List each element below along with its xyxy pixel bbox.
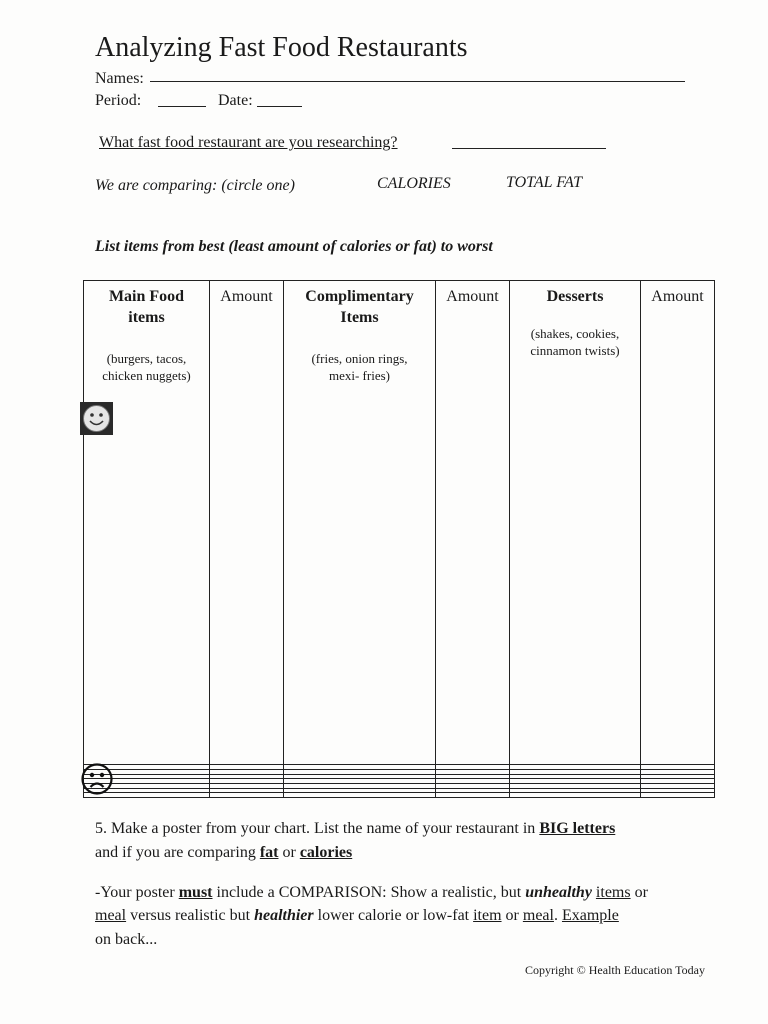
date-blank[interactable] <box>257 106 302 107</box>
period-blank[interactable] <box>158 106 206 107</box>
sad-face-icon <box>80 762 114 796</box>
header-desserts-sub: (shakes, cookies, <box>530 326 620 341</box>
header-complimentary-title: Complimentary <box>305 288 414 305</box>
smiley-face-icon <box>80 402 113 435</box>
header-complimentary <box>284 281 436 765</box>
p6-text-c: versus realistic but <box>126 907 255 924</box>
header-desserts <box>510 281 641 765</box>
healthier-text: healthier <box>254 907 314 924</box>
header-complimentary-sub-2: mexi- fries) <box>328 368 390 383</box>
big-letters-text: BIG letters <box>539 820 616 837</box>
p5-text-b: and if you are comparing <box>95 844 260 861</box>
p6-or: or <box>630 884 648 901</box>
amount-cell-1[interactable] <box>210 793 284 798</box>
instruction: List items from best (least amount of calories or fat) to worst <box>95 238 493 255</box>
header-amount-3 <box>641 281 715 765</box>
p6-or2: or <box>501 907 523 924</box>
header-main-food-title: Main Food <box>108 288 185 305</box>
option-calories[interactable]: CALORIES <box>377 175 451 192</box>
header-amount-1 <box>210 281 284 765</box>
fat-text: fat <box>259 844 279 861</box>
meal-text-2: meal <box>522 907 554 924</box>
amount-cell-3[interactable] <box>641 793 715 798</box>
p6-text-a: -Your poster <box>95 884 179 901</box>
calories-text: calories <box>299 844 353 861</box>
p6-text-b: include a COMPARISON: Show a realistic, but <box>212 884 526 901</box>
period-label: Period: <box>95 92 142 109</box>
date-label: Date: <box>218 92 253 109</box>
copyright: Copyright © Health Education Today <box>524 963 705 977</box>
header-main-food <box>84 281 210 765</box>
p5-text-a: 5. Make a poster from your chart. List the name of your restaurant in <box>95 820 540 837</box>
header-desserts-title: Desserts <box>546 288 604 305</box>
header-complimentary-title-2: Items <box>340 309 379 326</box>
p6-text-d: lower calorie or low-fat <box>313 907 474 924</box>
header-main-food-title-2: items <box>128 309 165 326</box>
table-row <box>84 793 715 798</box>
comparison-chart <box>83 280 715 798</box>
table-header-row <box>84 281 715 765</box>
names-blank[interactable] <box>150 81 685 82</box>
header-desserts-sub-2: cinnamon twists) <box>530 343 620 358</box>
option-total-fat[interactable]: TOTAL FAT <box>506 174 583 191</box>
p5-or: or <box>278 844 300 861</box>
header-main-food-sub-2: chicken nuggets) <box>102 368 191 383</box>
item-text: item <box>473 907 502 924</box>
comparing-label: We are comparing: (circle one) <box>95 177 295 194</box>
restaurant-blank[interactable] <box>452 148 606 149</box>
header-amount-2-label: Amount <box>446 288 499 305</box>
header-complimentary-sub: (fries, onion rings, <box>311 351 408 366</box>
meal-text: meal <box>95 907 127 924</box>
amount-cell-2[interactable] <box>436 793 510 798</box>
comparison-instruction-line-2 <box>95 907 619 925</box>
header-amount-3-label: Amount <box>651 288 704 305</box>
must-text: must <box>178 884 213 901</box>
example-text: Example <box>561 907 619 924</box>
unhealthy-text: unhealthy <box>525 884 592 901</box>
complimentary-cell[interactable] <box>284 793 436 798</box>
p6-dot: . <box>553 907 562 924</box>
header-main-food-sub: (burgers, tacos, <box>106 351 187 366</box>
comparison-instruction-line-1 <box>95 884 648 902</box>
header-amount-2 <box>436 281 510 765</box>
dessert-cell[interactable] <box>510 793 641 798</box>
page-title: Analyzing Fast Food Restaurants <box>95 32 468 63</box>
poster-instruction-line-1 <box>95 820 615 838</box>
poster-instruction-line-2 <box>95 844 352 862</box>
items-text: items <box>595 884 631 901</box>
header-amount-1-label: Amount <box>220 288 273 305</box>
restaurant-question: What fast food restaurant are you researching? <box>99 134 398 151</box>
on-back-text: on back... <box>95 931 158 948</box>
names-label: Names: <box>95 70 144 87</box>
